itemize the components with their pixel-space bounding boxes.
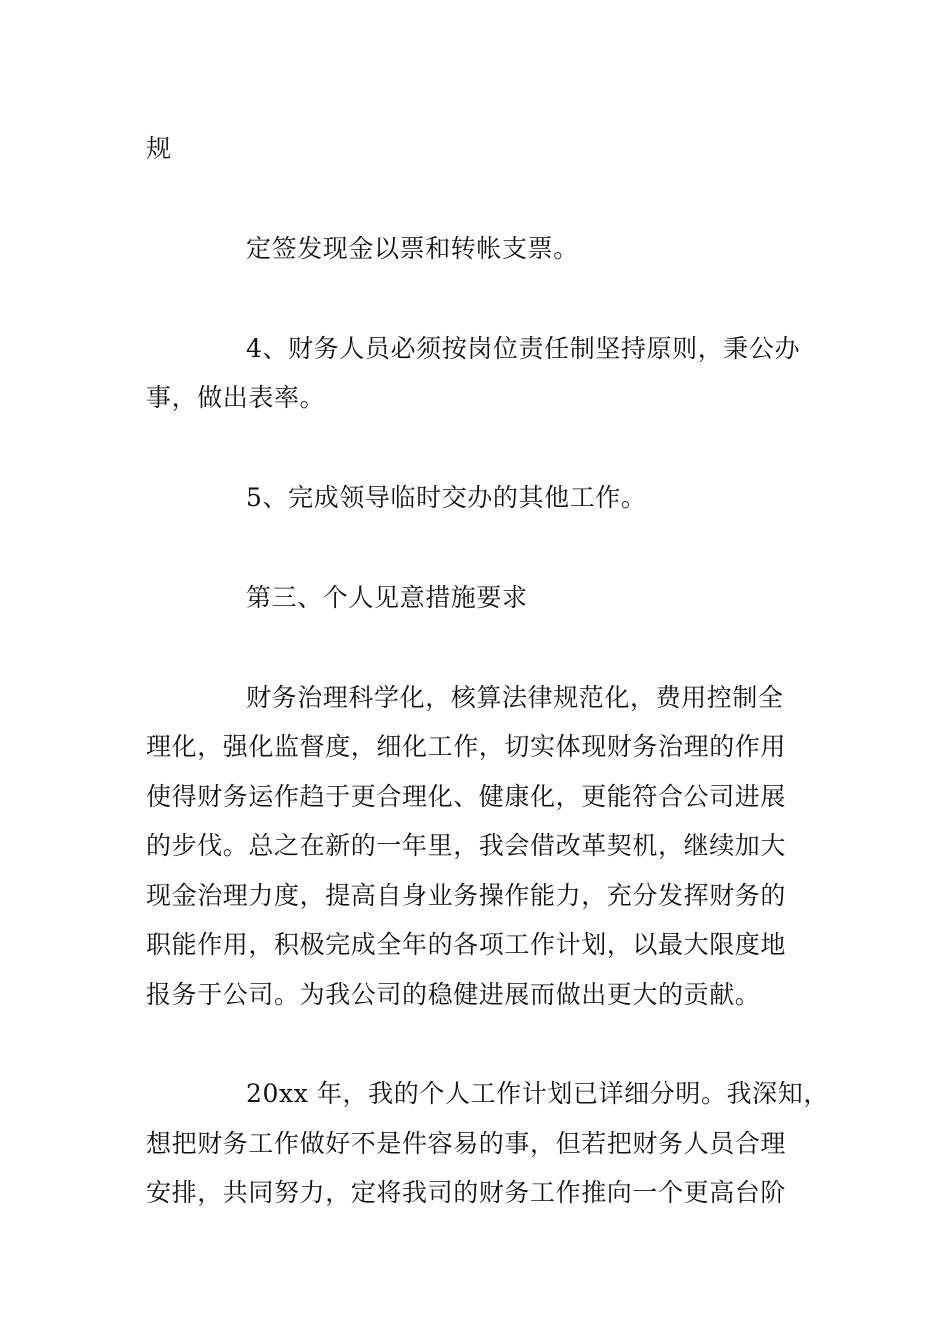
text-line: 使得财务运作趋于更合理化、健康化，更能符合公司进展	[146, 782, 787, 811]
text-line: 理化，强化监督度，细化工作，切实体现财务治理的作用	[146, 732, 787, 761]
text-line: 想把财务工作做好不是件容易的事，但若把财务人员合理	[146, 1129, 787, 1158]
text-line: 报务于公司。为我公司的稳健进展而做出更大的贡献。	[146, 980, 761, 1009]
text-line: 现金治理力度，提高自身业务操作能力，充分发挥财务的	[146, 881, 787, 910]
text-line: 定签发现金以票和转帐支票。	[246, 234, 579, 263]
text-line: 事，做出表率。	[146, 383, 326, 412]
text-line: 20xx 年，我的个人工作计划已详细分明。我深知，	[246, 1079, 829, 1108]
section-heading: 第三、个人见意措施要求	[246, 583, 528, 612]
text-line: 财务治理科学化，核算法律规范化，费用控制全	[246, 683, 784, 712]
text-line: 职能作用，积极完成全年的各项工作计划，以最大限度地	[146, 930, 787, 959]
text-line: 安排，共同努力，定将我司的财务工作推向一个更高台阶	[146, 1178, 787, 1207]
text-line: 的步伐。总之在新的一年里，我会借改革契机，继续加大	[146, 831, 787, 860]
text-line: 4、财务人员必须按岗位责任制坚持原则，秉公办	[246, 334, 801, 363]
text-line: 规	[146, 134, 172, 163]
text-line: 5、完成领导临时交办的其他工作。	[246, 483, 647, 512]
